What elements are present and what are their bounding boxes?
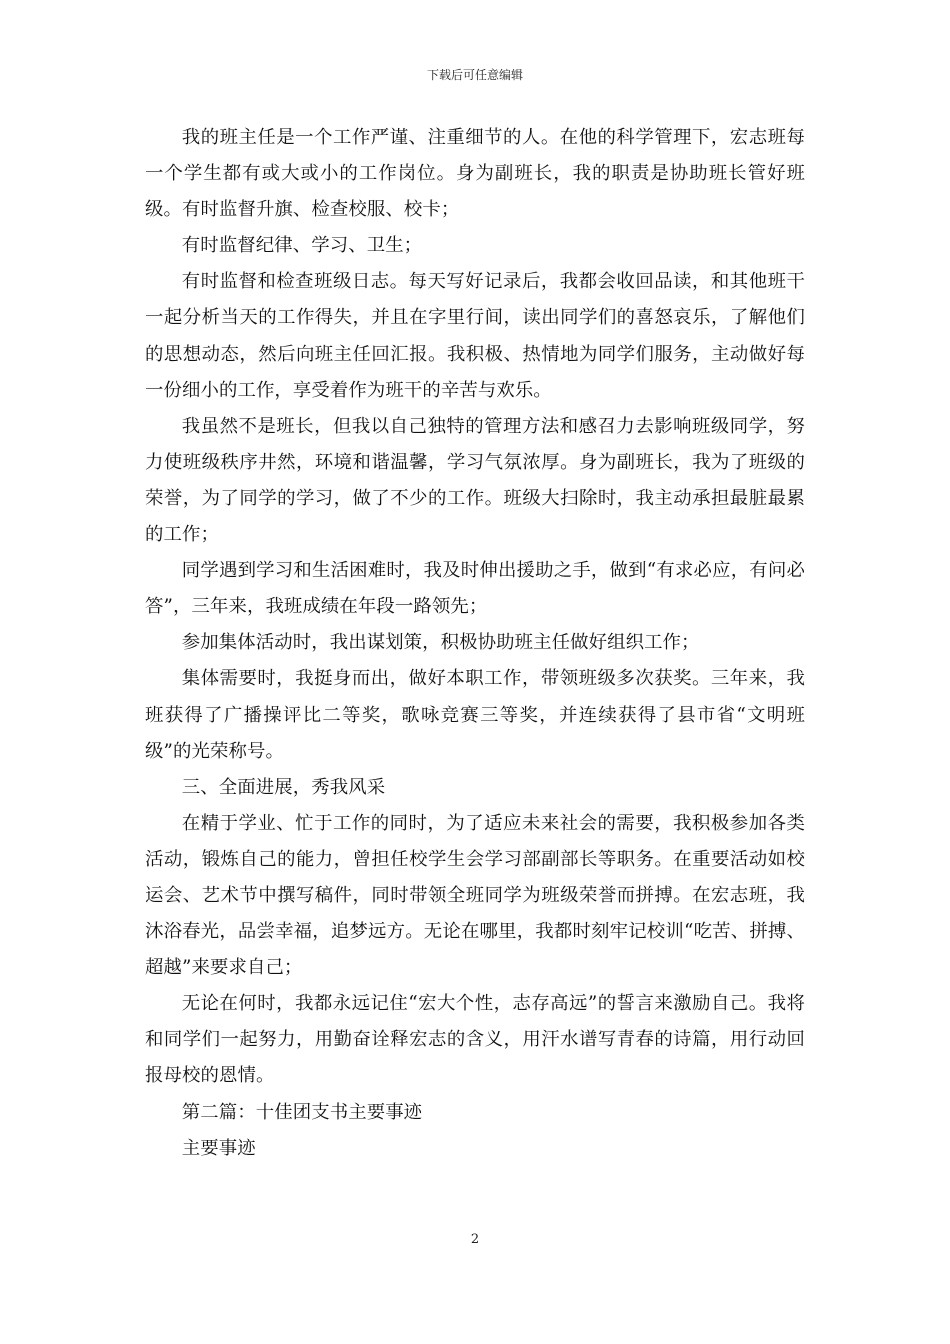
paragraph: 我虽然不是班长，但我以自己独特的管理方法和感召力去影响班级同学，努力使班级秩序井然，环境和谐温馨，学习气氛浓厚。身为副班长，我为了班级的荣誉，为了同学的学习，做了不少的工作。班级大扫除时，我主动承担最脏最累的工作； <box>145 415 805 546</box>
page-number: 2 <box>470 1232 480 1247</box>
chapter-heading: 第二篇：十佳团支书主要事迹 <box>181 1101 423 1123</box>
subheading: 主要事迹 <box>181 1137 256 1159</box>
paragraph: 无论在何时，我都永远记住“宏大个性，志存高远”的誓言来激励自己。我将和同学们一起努力，用勤奋诠释宏志的含义，用汗水谱写青春的诗篇，用行动回报母校的恩情。 <box>145 993 805 1087</box>
paragraph: 参加集体活动时，我出谋划策，积极协助班主任做好组织工作； <box>181 632 700 654</box>
paragraph: 有时监督和检查班级日志。每天写好记录后，我都会收回品读，和其他班干一起分析当天的工作得失，并且在字里行间，读出同学们的喜怒哀乐，了解他们的思想动态，然后向班主任回汇报。我积极、热情地为同学们服务，主动做好每一份细小的工作，享受着作为班干的辛苦与欢乐。 <box>145 271 805 401</box>
paragraph: 集体需要时，我挺身而出，做好本职工作，带领班级多次获奖。三年来，我班获得了广播操评比二等奖，歌咏竞赛三等奖，并连续获得了县市省“文明班级”的光荣称号。 <box>145 668 805 762</box>
paragraph: 我的班主任是一个工作严谨、注重细节的人。在他的科学管理下，宏志班每一个学生都有或大或小的工作岗位。身为副班长，我的职责是协助班长管好班级。有时监督升旗、检查校服、校卡； <box>145 127 805 221</box>
paragraph: 同学遇到学习和生活困难时，我及时伸出援助之手，做到“有求必应，有问必答”，三年来，我班成绩在年段一路领先； <box>145 560 805 618</box>
page-header: 下载后可任意编辑 <box>426 68 523 82</box>
paragraph: 有时监督纪律、学习、卫生； <box>181 235 423 257</box>
document-body <box>145 120 805 1167</box>
section-heading: 三、全面进展，秀我风采 <box>181 776 386 798</box>
paragraph: 在精于学业、忙于工作的同时，为了适应未来社会的需要，我积极参加各类活动，锻炼自己的能力，曾担任校学生会学习部副部长等职务。在重要活动如校运会、艺术节中撰写稿件，同时带领全班同学为班级荣誉而拼搏。在宏志班，我沐浴春光，品尝幸福，追梦远方。无论在哪里，我都时刻牢记校训“吃苦、拼搏、超越”来要求自己； <box>145 812 805 979</box>
